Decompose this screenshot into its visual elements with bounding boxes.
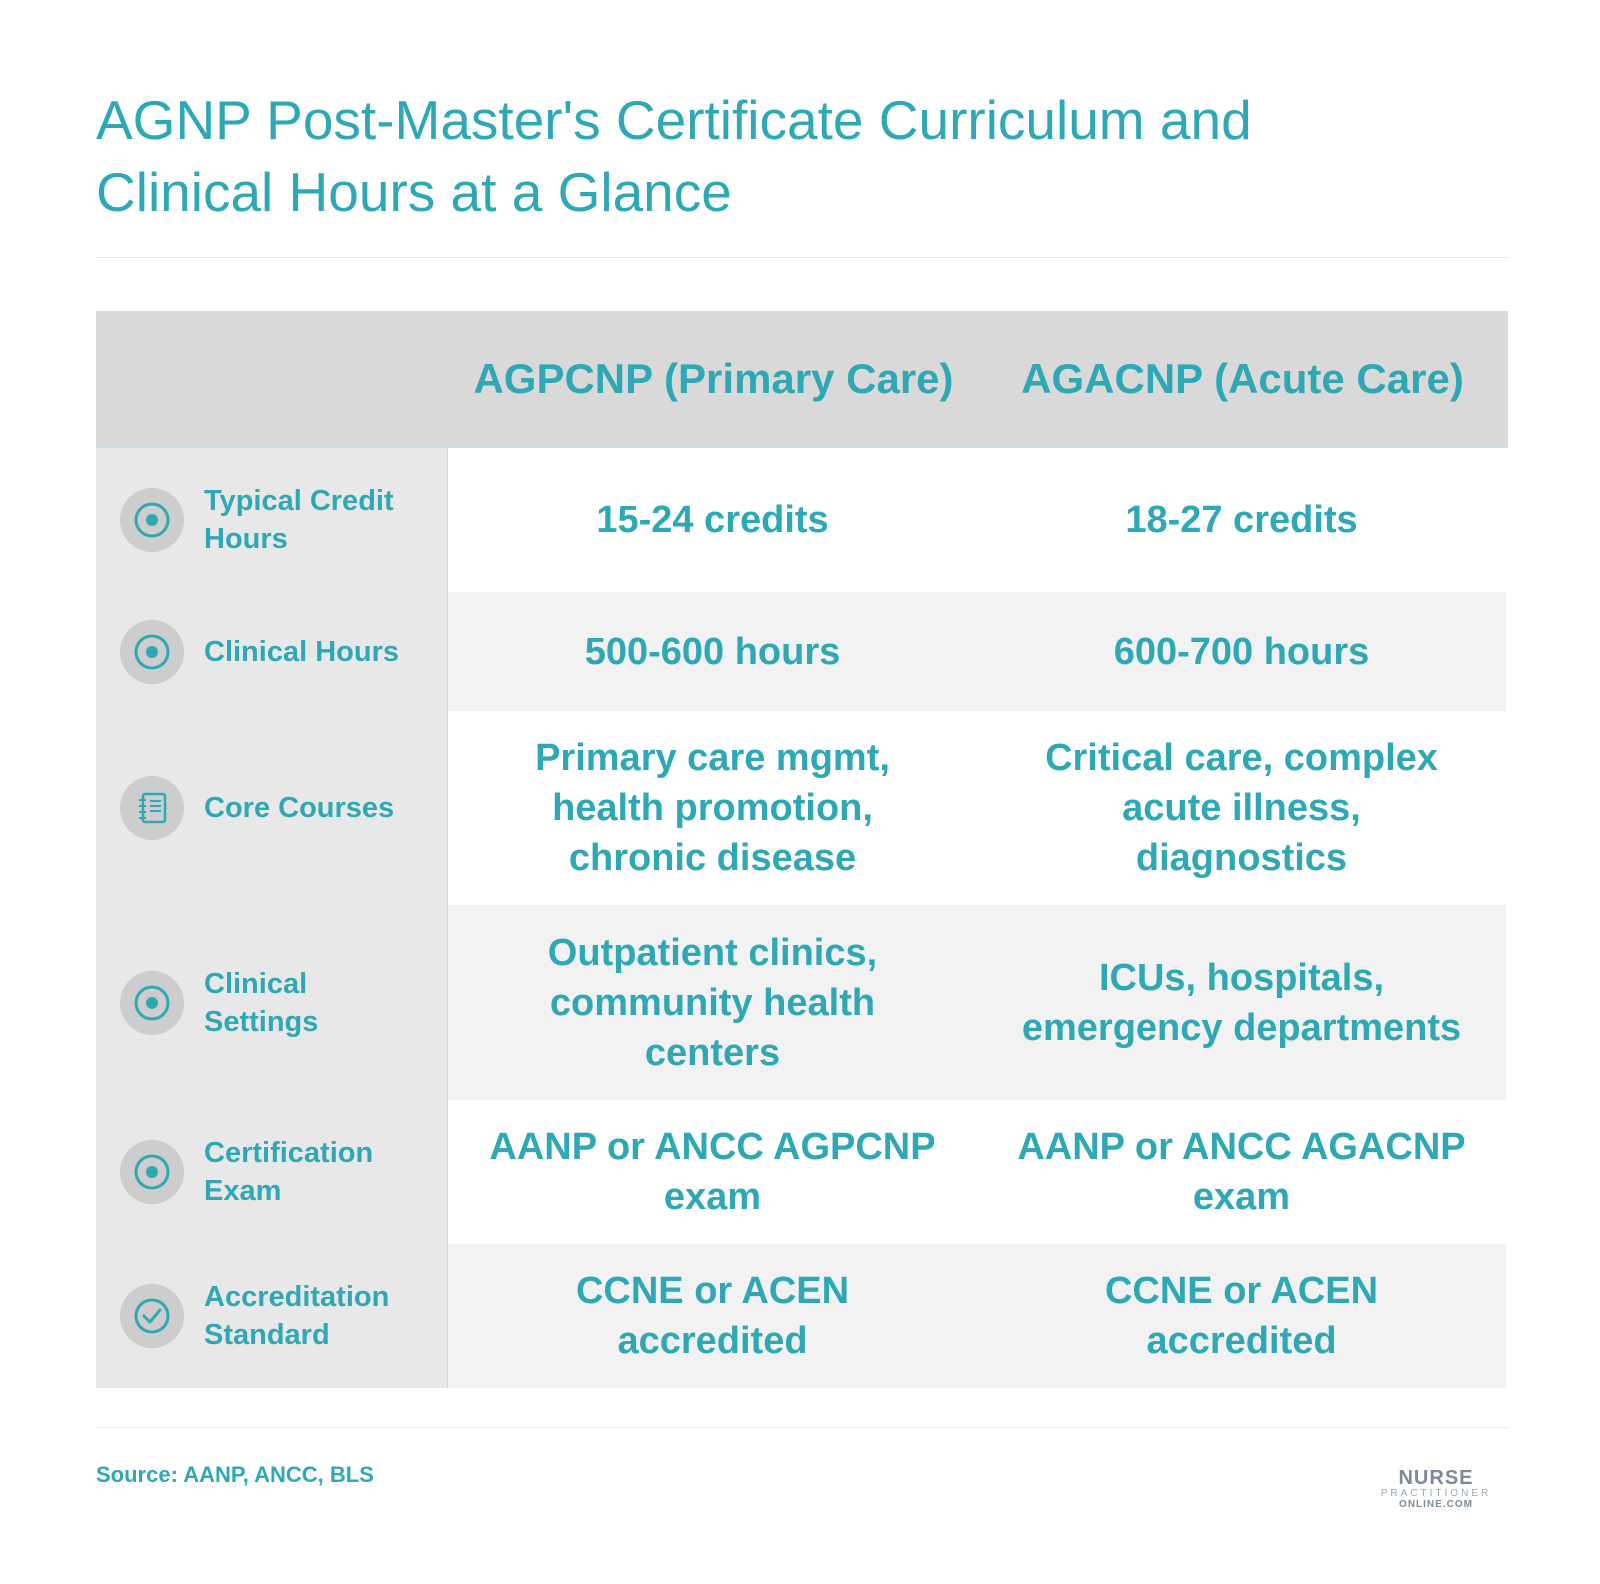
row-label <box>96 592 448 711</box>
table-row <box>96 711 1508 905</box>
logo-line-1: NURSE <box>1398 1467 1474 1489</box>
row-label-text: Clinical Hours <box>204 635 399 668</box>
row-label-text: Accreditation Standard <box>204 1281 390 1351</box>
target-icon <box>120 620 184 684</box>
table-row <box>96 592 1508 711</box>
page-title <box>96 84 1396 228</box>
row-label-text: Core Courses <box>204 792 395 824</box>
source-note: Source: AANP, ANCC, BLS <box>96 1462 374 1487</box>
target-icon <box>120 971 184 1035</box>
target-icon <box>120 488 184 552</box>
row-label <box>96 711 448 905</box>
comparison-table <box>96 311 1508 1388</box>
cell-acute-clinical-settings: ICUs, hospitals, emergency departments <box>977 905 1506 1100</box>
logo-line-3: ONLINE.COM <box>1399 1499 1473 1510</box>
row-label <box>96 1244 448 1388</box>
cell-acute-credit-hours: 18-27 credits <box>977 448 1506 592</box>
logo-line-2: PRACTITIONER <box>1380 1488 1492 1499</box>
notebook-icon <box>120 776 184 840</box>
row-label-text: Certification Exam <box>204 1137 374 1207</box>
table-row <box>96 448 1508 592</box>
cell-primary-certification-exam: AANP or ANCC AGPCNP exam <box>448 1100 977 1244</box>
cell-primary-core-courses: Primary care mgmt, health promotion, chronic disease <box>448 711 977 905</box>
table-row <box>96 905 1508 1100</box>
column-header-primary-care: AGPCNP (Primary Care) <box>473 354 954 402</box>
table-header <box>96 311 1508 448</box>
row-label-text: Clinical Settings <box>204 967 319 1038</box>
cell-acute-clinical-hours: 600-700 hours <box>977 592 1506 711</box>
target-icon <box>120 1140 184 1204</box>
cell-primary-clinical-settings: Outpatient clinics, community health centers <box>448 905 977 1100</box>
cell-primary-credit-hours: 15-24 credits <box>448 448 977 592</box>
checkmark-icon <box>120 1284 184 1348</box>
top-divider <box>96 257 1508 258</box>
row-label <box>96 905 448 1100</box>
row-label <box>96 448 448 592</box>
brand-logo <box>1376 1468 1496 1511</box>
cell-acute-core-courses: Critical care, complex acute illness, diagnostics <box>977 711 1506 905</box>
bottom-divider <box>96 1427 1508 1428</box>
row-label-text: Typical Credit Hours <box>204 485 394 555</box>
row-label <box>96 1100 448 1244</box>
cell-primary-accreditation: CCNE or ACEN accredited <box>448 1244 977 1388</box>
cell-acute-certification-exam: AANP or ANCC AGACNP exam <box>977 1100 1506 1244</box>
table-row <box>96 1244 1508 1388</box>
column-header-acute-care: AGACNP (Acute Care) <box>1021 354 1464 402</box>
cell-acute-accreditation: CCNE or ACEN accredited <box>977 1244 1506 1388</box>
title-line-2: Clinical Hours at a Glance <box>96 161 732 223</box>
table-row <box>96 1100 1508 1244</box>
cell-primary-clinical-hours: 500-600 hours <box>448 592 977 711</box>
title-line-1: AGNP Post-Master's Certificate Curriculum and <box>96 89 1252 151</box>
